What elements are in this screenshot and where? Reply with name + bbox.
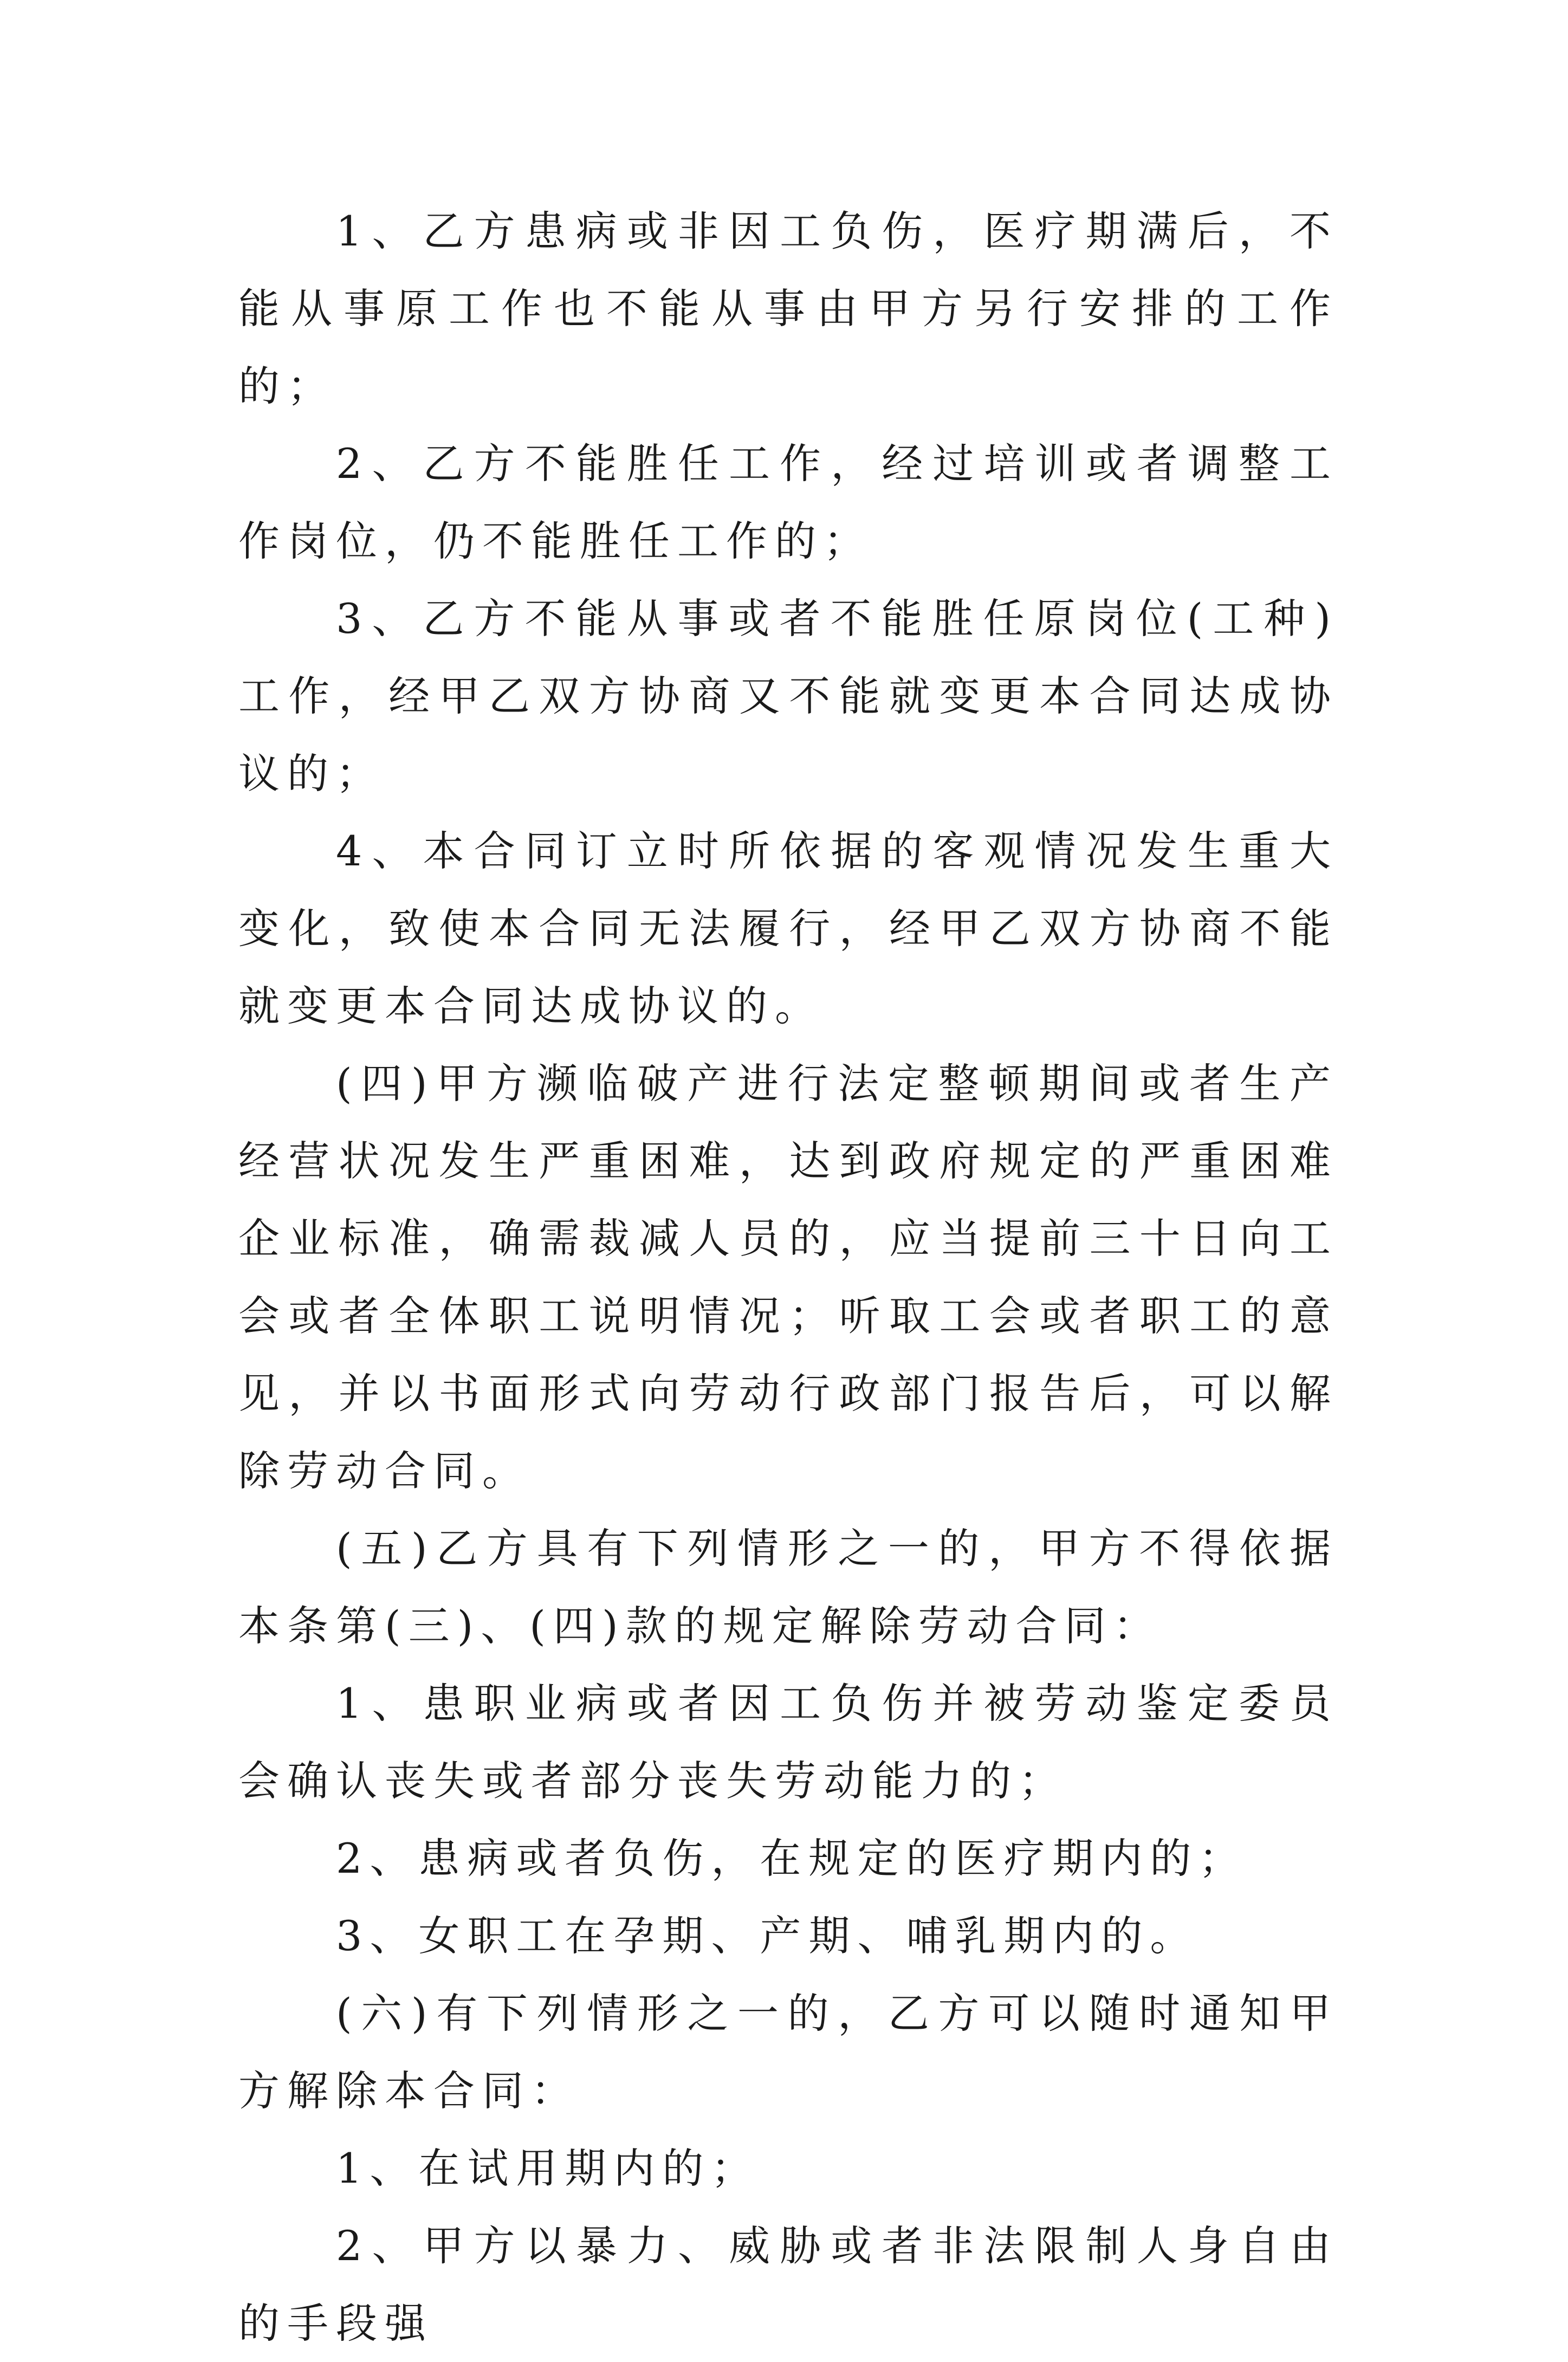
paragraph-section-5-item-1: 1、患职业病或者因工负伤并被劳动鉴定委员会确认丧失或者部分丧失劳动能力的；: [238, 1679, 1338, 1805]
paragraph-section-6: (六)有下列情形之一的，乙方可以随时通知甲方解除本合同：: [238, 1989, 1338, 2115]
paragraph-clause-2: 2、乙方不能胜任工作，经过培训或者调整工作岗位，仍不能胜任工作的；: [238, 439, 1338, 565]
document-body: [238, 192, 1338, 2362]
paragraph-section-6-item-1: 1、在试用期内的；: [336, 2144, 760, 2192]
paragraph-section-5: (五)乙方具有下列情形之一的，甲方不得依据本条第(三)、(四)款的规定解除劳动合同：: [238, 1524, 1338, 1650]
paragraph-clause-3: 3、乙方不能从事或者不能胜任原岗位(工种)工作，经甲乙双方协商又不能就变更本合同达成协议的；: [238, 594, 1338, 798]
paragraph-section-5-item-2: 2、患病或者负伤，在规定的医疗期内的；: [336, 1834, 1248, 1882]
paragraph-section-4: (四)甲方濒临破产进行法定整顿期间或者生产经营状况发生严重困难，达到政府规定的严重困难企业标准，确需裁减人员的，应当提前三十日向工会或者全体职工说明情况；听取工会或者职工的意见，并以书面形式向劳动行政部门报告后，可以解除劳动合同。: [238, 1059, 1338, 1495]
paragraph-section-6-item-2: 2、甲方以暴力、威胁或者非法限制人身自由的手段强: [238, 2222, 1338, 2347]
paragraph-clause-4: 4、本合同订立时所依据的客观情况发生重大变化，致使本合同无法履行，经甲乙双方协商不能就变更本合同达成协议的。: [238, 827, 1338, 1030]
paragraph-section-5-item-3: 3、女职工在孕期、产期、哺乳期内的。: [336, 1912, 1199, 1960]
paragraph-clause-1: 1、乙方患病或非因工负伤，医疗期满后，不能从事原工作也不能从事由甲方另行安排的工作的；: [238, 207, 1338, 410]
